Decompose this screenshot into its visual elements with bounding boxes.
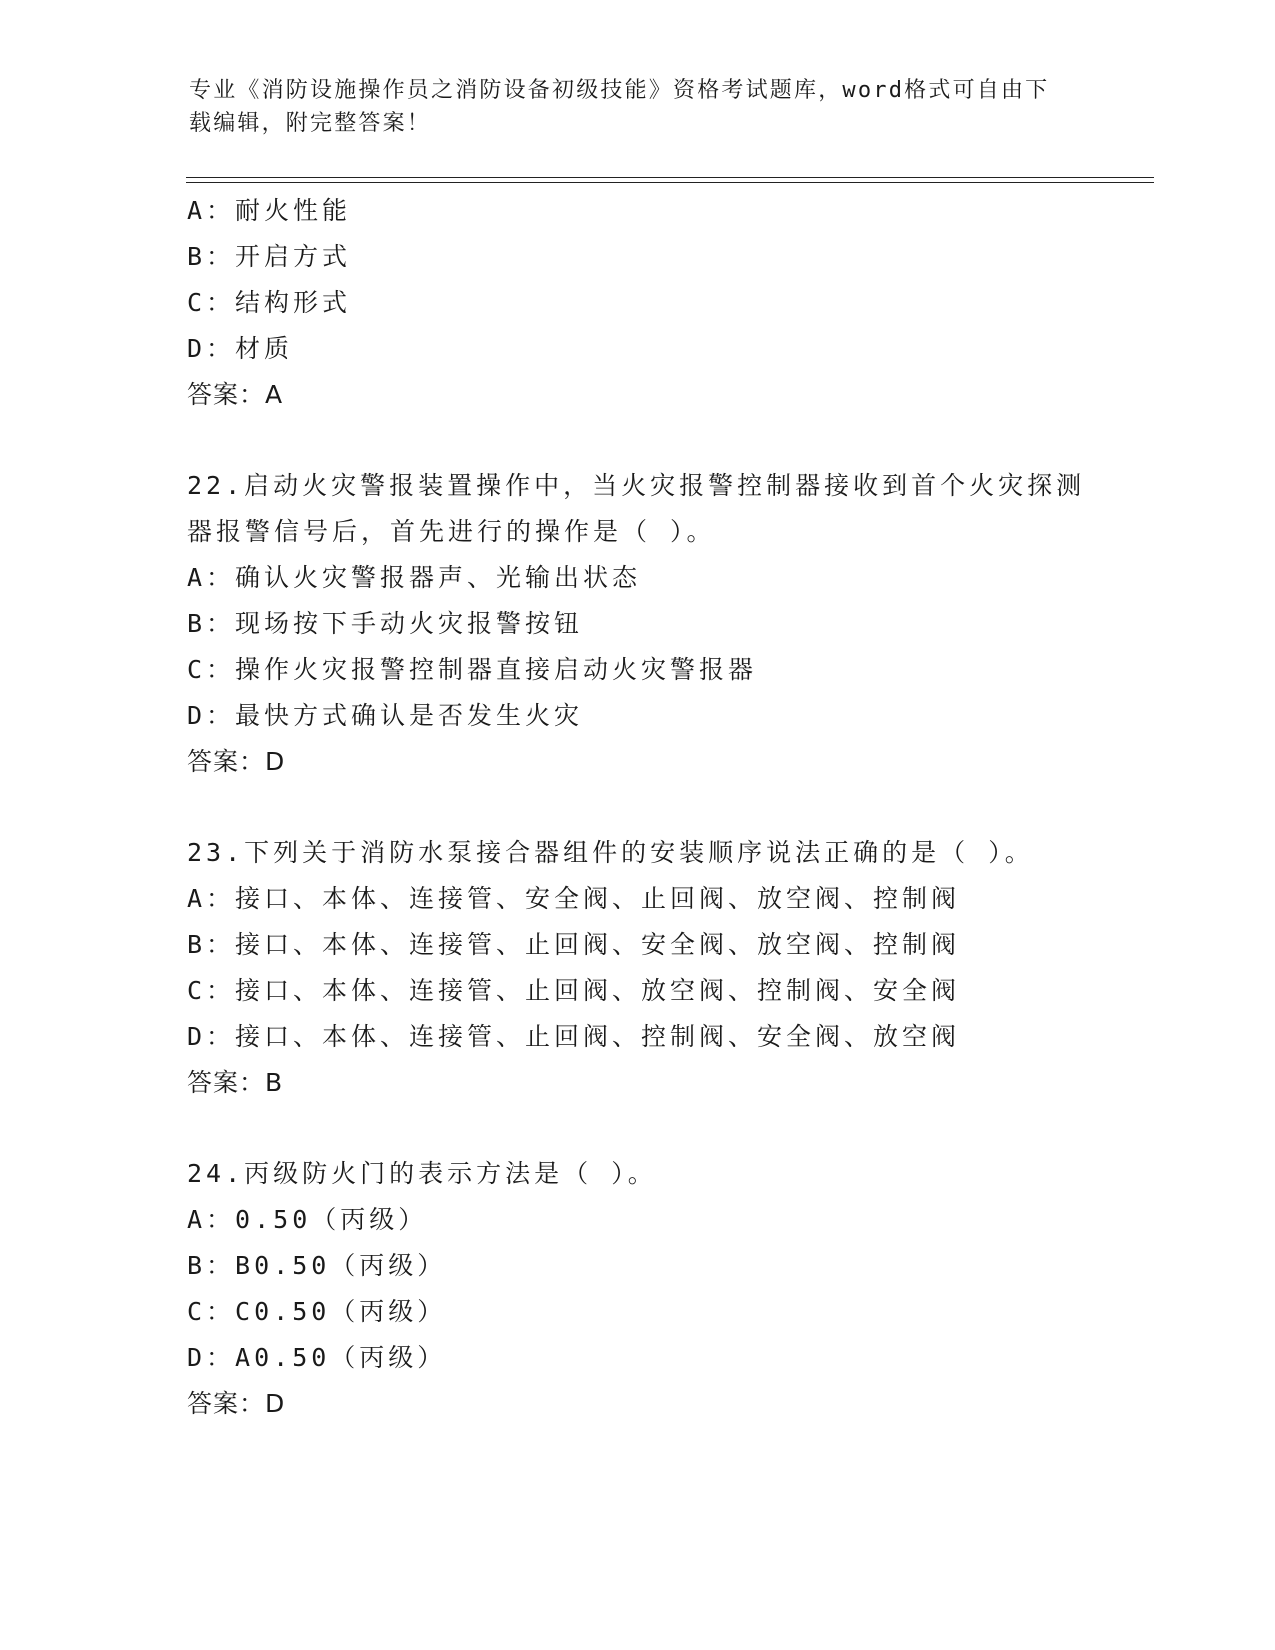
question-22 [187, 463, 1147, 785]
question-list [187, 188, 1147, 1427]
question-24 [187, 1151, 1147, 1427]
option-d: D：材质 [187, 334, 294, 363]
answer-line: 答案：A [187, 380, 284, 409]
spacer [187, 418, 1147, 463]
header-line-2: 载编辑，附完整答案！ [189, 111, 432, 136]
option-d: D：接口、本体、连接管、止回阀、控制阀、安全阀、放空阀 [187, 1022, 961, 1051]
answer-line: 答案：B [187, 1068, 284, 1097]
question-21 [187, 188, 1147, 418]
header-divider-bottom [186, 182, 1154, 183]
question-stem-line-1: 24.丙级防火门的表示方法是（ ）。 [187, 1159, 657, 1188]
option-b: B：现场按下手动火灾报警按钮 [187, 609, 584, 638]
option-d: D：A0.50（丙级） [187, 1343, 447, 1372]
option-b: B：B0.50（丙级） [187, 1251, 447, 1280]
answer-line: 答案：D [187, 747, 286, 776]
option-b: B：开启方式 [187, 242, 352, 271]
option-b: B：接口、本体、连接管、止回阀、安全阀、放空阀、控制阀 [187, 930, 961, 959]
option-c: C：操作火灾报警控制器直接启动火灾警报器 [187, 655, 758, 684]
question-stem-line-2: 器报警信号后，首先进行的操作是（ ）。 [187, 517, 716, 546]
header-line-1: 专业《消防设施操作员之消防设备初级技能》资格考试题库，word格式可自由下 [189, 78, 1050, 103]
option-d: D：最快方式确认是否发生火灾 [187, 701, 584, 730]
option-a: A：确认火灾警报器声、光输出状态 [187, 563, 642, 592]
option-c: C：接口、本体、连接管、止回阀、放空阀、控制阀、安全阀 [187, 976, 961, 1005]
question-stem-line-1: 23.下列关于消防水泵接合器组件的安装顺序说法正确的是（ ）。 [187, 838, 1034, 867]
spacer [187, 785, 1147, 830]
option-a: A：耐火性能 [187, 196, 352, 225]
option-c: C：结构形式 [187, 288, 352, 317]
option-c: C：C0.50（丙级） [187, 1297, 447, 1326]
question-stem-line-1: 22.启动火灾警报装置操作中，当火灾报警控制器接收到首个火灾探测 [187, 471, 1086, 500]
document-header [189, 74, 1089, 140]
option-a: A：0.50（丙级） [187, 1205, 428, 1234]
question-23 [187, 830, 1147, 1106]
option-a: A：接口、本体、连接管、安全阀、止回阀、放空阀、控制阀 [187, 884, 961, 913]
answer-line: 答案：D [187, 1389, 286, 1418]
header-divider-top [186, 177, 1154, 178]
spacer [187, 1106, 1147, 1151]
